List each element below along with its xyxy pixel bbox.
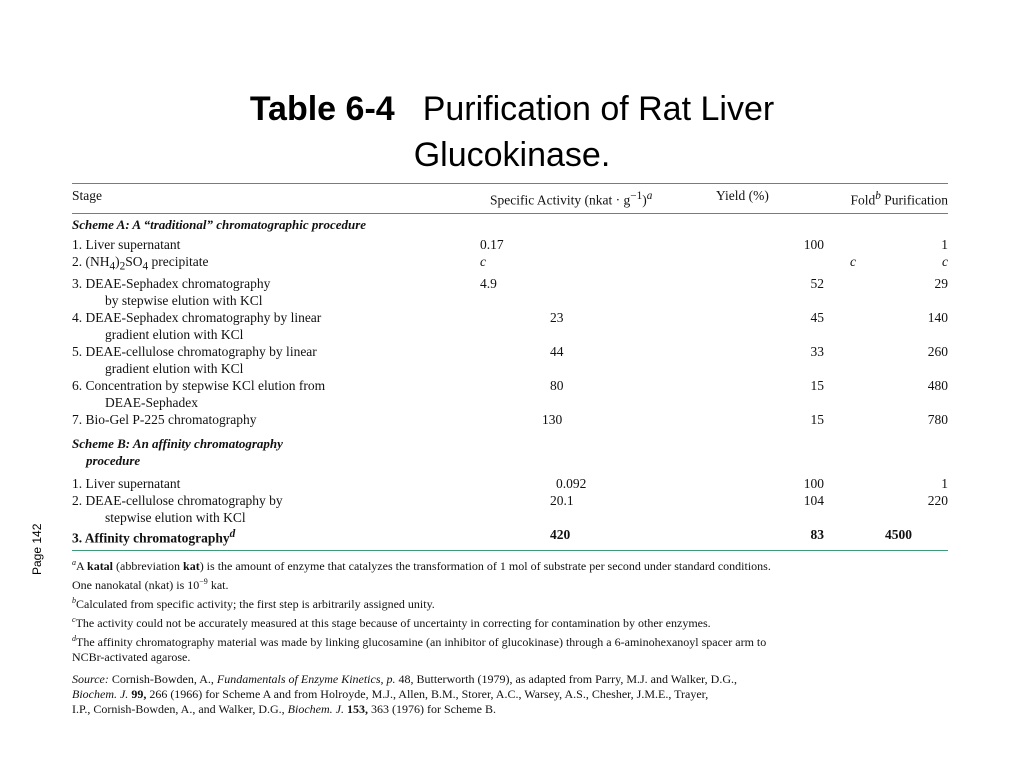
yield-cell: 100	[803, 236, 824, 252]
table-row	[72, 236, 948, 253]
activity-cell: 0.092	[556, 476, 587, 492]
yield-cell: 15	[810, 378, 824, 394]
activity-cell: 4.9	[480, 276, 497, 292]
yield-cell: 52	[810, 276, 824, 292]
stage-cell: 5. DEAE-cellulose chromatography by linear gradient elution with KCl	[72, 344, 317, 377]
activity-cell: 420	[480, 526, 712, 550]
fold-cell: 260	[927, 344, 948, 360]
activity-cell: 130	[542, 412, 563, 428]
page-number-label: Page 142	[30, 523, 44, 575]
stage-cell: 3. Affinity chromatography$^d$	[72, 526, 480, 550]
scheme-a-heading-row	[72, 213, 948, 233]
scheme-b-heading: Scheme B: An affinity chromatography procedure	[72, 436, 283, 469]
footnote-c: $^c$The activity could not be accurately measured at this stage because of uncertainty in correcting for contamination by other enzymes.	[72, 614, 711, 630]
fold-cell: c	[942, 253, 948, 269]
activity-cell: c	[480, 253, 486, 269]
header-row	[72, 184, 948, 213]
col-header-yield: Yield (%)	[712, 184, 824, 213]
stage-cell: 1. Liver supernatant	[72, 476, 181, 492]
yield-cell: 15	[810, 412, 824, 428]
stage-cell: 2. $(NH_4)_2SO_4$ precipitate	[72, 253, 209, 273]
yield-cell: 45	[810, 310, 824, 326]
fold-cell: 29	[934, 276, 948, 292]
col-header-stage: Stage	[72, 184, 480, 213]
table-row	[72, 492, 948, 526]
table-row	[72, 309, 948, 343]
col-header-fold: Fold$^b$ Purification	[824, 184, 948, 213]
stage-cell: 7. Bio-Gel P-225 chromatography	[72, 412, 257, 428]
table-body	[72, 184, 948, 551]
table-caption: Purification of Rat Liver Glucokinase.	[413, 90, 775, 174]
fold-cell: 1	[941, 236, 948, 252]
footnote-d: $^d$The affinity chromatography material was made by linking glucosamine (an inhibitor of glucokinase) through a 6-aminohexanoyl spacer arm to	[72, 633, 767, 649]
table-row	[72, 343, 948, 377]
stage-cell: 1. Liver supernatant	[72, 236, 181, 252]
table-row	[72, 253, 948, 276]
yield-cell: 33	[810, 344, 824, 360]
col-header-activity: Specific Activity (nkat · $g^{-1})^a$	[480, 184, 712, 213]
table-row	[72, 475, 948, 492]
stage-cell: 4. DEAE-Sephadex chromatography by linear gradient elution with KCl	[72, 310, 322, 343]
activity-cell: 44	[550, 344, 564, 360]
table-row	[72, 377, 948, 411]
stage-cell: 6. Concentration by stepwise KCl elution from DEAE-Sephadex	[72, 378, 326, 411]
source-citation: Source: Cornish-Bowden, A., Fundamentals of Enzyme Kinetics, p. 48, Butterworth (1979), as adapted from Parry, M.J. and Walker, D.G.,	[72, 671, 737, 686]
activity-cell: 20.1	[550, 493, 574, 509]
fold-cell: 1	[941, 476, 948, 492]
footnote-d-cont: NCBr-activated agarose.	[72, 649, 191, 664]
stage-cell: 2. DEAE-cellulose chromatography by stepwise elution with KCl	[72, 493, 283, 526]
table-row	[72, 526, 948, 550]
purification-table	[72, 183, 948, 717]
table-number: Table 6-4	[249, 90, 395, 128]
source-citation-line-3: I.P., Cornish-Bowden, A., and Walker, D.G., Biochem. J. 153, 363 (1976) for Scheme B.	[72, 701, 496, 716]
table-row	[72, 411, 948, 428]
fold-cell: 780	[927, 412, 948, 428]
source-citation-line-2: Biochem. J. 99, 266 (1966) for Scheme A and from Holroyde, M.J., Allen, B.M., Storer, A.C., Warsey, A.S., Chesher, J.M.E., Trayer,	[72, 686, 709, 701]
footnote-a-cont: One nanokatal (nkat) is $10^{-9}$ kat.	[72, 576, 229, 592]
activity-cell: 80	[550, 378, 564, 394]
stage-cell: 3. DEAE-Sephadex chromatography by stepwise elution with KCl	[72, 276, 271, 309]
fold-cell: 220	[927, 493, 948, 509]
table-row	[72, 275, 948, 309]
fold-cell: 140	[927, 310, 948, 326]
yield-cell: c	[850, 253, 856, 269]
slide-title	[160, 86, 864, 178]
footnote-b: $^b$Calculated from specific activity; the first step is arbitrarily assigned unity.	[72, 595, 435, 611]
footnotes	[72, 551, 948, 717]
yield-cell: 104	[803, 493, 824, 509]
activity-cell: 23	[550, 310, 564, 326]
scheme-a-heading: Scheme A: A “traditional” chromatographic procedure	[72, 216, 367, 232]
activity-cell: 0.17	[480, 236, 504, 252]
yield-cell: 100	[803, 476, 824, 492]
fold-cell: 4500	[824, 526, 948, 550]
yield-cell: 83	[712, 526, 824, 550]
footnote-a: $^a$A katal (abbreviation kat) is the amount of enzyme that catalyzes the transformation of 1 mol of substrate per second under standard conditions.	[72, 557, 771, 573]
scheme-b-heading-row	[72, 434, 948, 469]
fold-cell: 480	[927, 378, 948, 394]
